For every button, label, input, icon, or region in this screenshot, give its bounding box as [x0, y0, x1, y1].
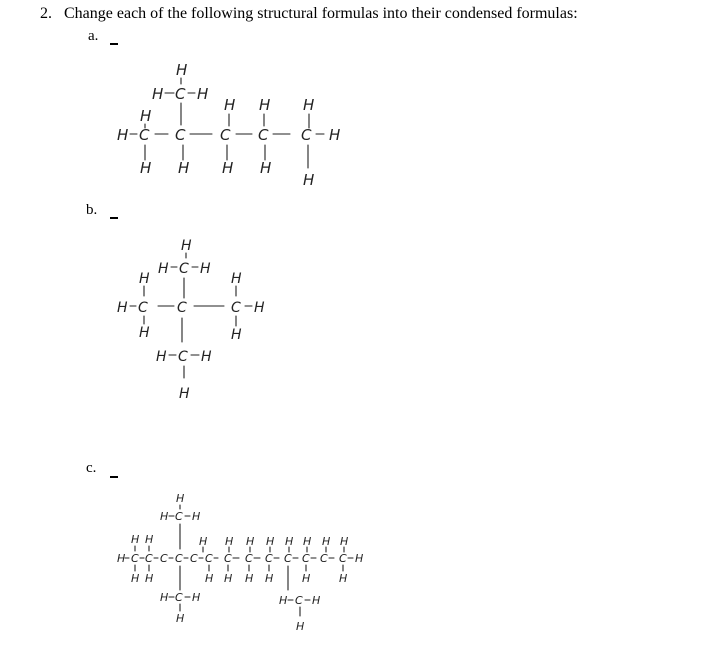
atom-h: H — [197, 85, 209, 103]
atom-h: H — [312, 594, 321, 607]
structure-b — [117, 238, 265, 402]
atom-h: H — [266, 535, 275, 548]
question-number: 2. — [40, 5, 52, 22]
atom-h: H — [139, 325, 150, 341]
part-c-label: c. — [86, 460, 97, 476]
atom-c: C — [220, 126, 231, 144]
atom-h: H — [205, 572, 214, 585]
atom-h: H — [225, 535, 234, 548]
atom-c: C — [175, 552, 183, 565]
atom-h: H — [200, 261, 211, 277]
atom-c: C — [302, 552, 310, 565]
atom-h: H — [322, 535, 331, 548]
atom-h: H — [224, 572, 233, 585]
atom-h: H — [279, 594, 288, 607]
atom-h: H — [329, 126, 341, 144]
atom-h: H — [139, 271, 150, 287]
structure-a — [117, 61, 340, 189]
atom-h: H — [140, 107, 152, 125]
structure-c — [117, 492, 363, 633]
atom-c: C — [177, 300, 187, 316]
atom-h: H — [140, 159, 152, 177]
atom-h: H — [303, 171, 315, 189]
atom-h: H — [199, 535, 208, 548]
atom-c: C — [160, 552, 168, 565]
atom-h: H — [303, 535, 312, 548]
atom-h: H — [192, 591, 201, 604]
atom-h: H — [131, 533, 140, 546]
atom-h: H — [117, 552, 126, 565]
atom-h: H — [296, 620, 305, 633]
atom-c: C — [301, 126, 312, 144]
atom-c: C — [224, 552, 232, 565]
atom-h: H — [201, 349, 212, 365]
part-b-label: b. — [86, 202, 98, 218]
atom-h: H — [259, 96, 271, 114]
atom-c: C — [138, 300, 148, 316]
atom-h: H — [192, 510, 201, 523]
atom-h: H — [145, 533, 154, 546]
atom-h: H — [303, 96, 315, 114]
atom-h: H — [131, 572, 140, 585]
atom-h: H — [176, 61, 188, 79]
question-text: Change each of the following structural formulas into their condensed formulas: — [64, 5, 578, 22]
atom-h: H — [265, 572, 274, 585]
atom-h: H — [246, 535, 255, 548]
atom-c: C — [245, 552, 253, 565]
atom-c: C — [139, 126, 150, 144]
atom-c: C — [175, 85, 186, 103]
atom-h: H — [156, 349, 167, 365]
atom-h: H — [152, 85, 164, 103]
atom-h: H — [160, 591, 169, 604]
atom-c: C — [205, 552, 213, 565]
atom-h: H — [231, 327, 242, 343]
atom-h: H — [339, 572, 348, 585]
atom-h: H — [260, 159, 272, 177]
atom-h: H — [117, 300, 128, 316]
atom-h: H — [231, 271, 242, 287]
atom-h: H — [179, 386, 190, 402]
atom-c: C — [175, 591, 183, 604]
atom-h: H — [254, 300, 265, 316]
atom-c: C — [178, 349, 188, 365]
atom-h: H — [222, 159, 234, 177]
atom-h: H — [117, 126, 129, 144]
atom-h: H — [158, 261, 169, 277]
part-a-label: a. — [88, 28, 99, 44]
atom-c: C — [175, 510, 183, 523]
atom-c: C — [339, 552, 347, 565]
atom-h: H — [160, 510, 169, 523]
atom-c: C — [295, 594, 303, 607]
atom-c: C — [265, 552, 273, 565]
atom-h: H — [181, 238, 192, 254]
atom-c: C — [284, 552, 292, 565]
atom-c: C — [179, 261, 189, 277]
atom-h: H — [245, 572, 254, 585]
atom-h: H — [176, 612, 185, 625]
atom-h: H — [285, 535, 294, 548]
atom-h: H — [224, 96, 236, 114]
atom-h: H — [355, 552, 364, 565]
atom-h: H — [340, 535, 349, 548]
atom-c: C — [190, 552, 198, 565]
atom-h: H — [145, 572, 154, 585]
atom-c: C — [145, 552, 153, 565]
atom-h: H — [178, 159, 190, 177]
atom-h: H — [176, 492, 185, 505]
atom-c: C — [231, 300, 241, 316]
atom-h: H — [302, 572, 311, 585]
atom-c: C — [320, 552, 328, 565]
atom-c: C — [258, 126, 269, 144]
atom-c: C — [175, 126, 186, 144]
atom-c: C — [131, 552, 139, 565]
